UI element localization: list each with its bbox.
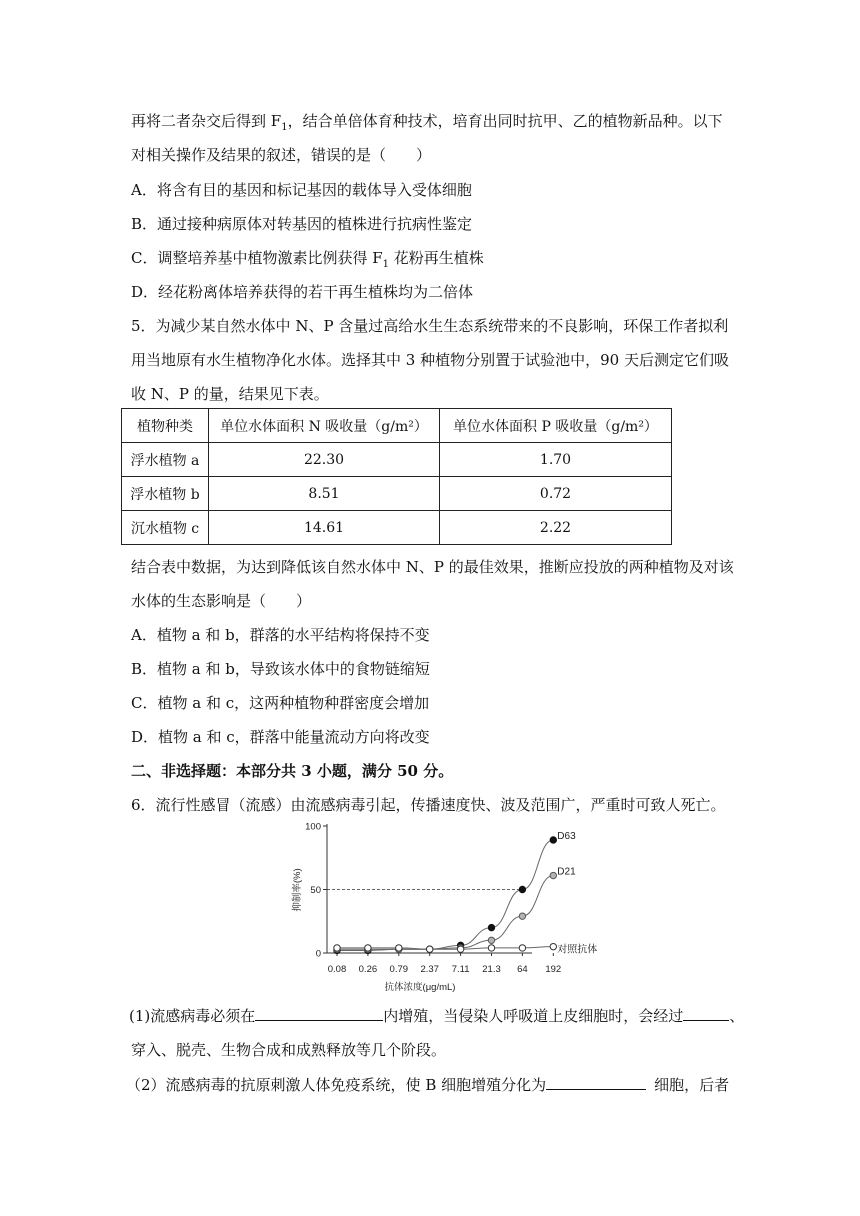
series-label: 对照抗体 bbox=[557, 944, 598, 956]
table-cell: 14.61 bbox=[209, 511, 440, 545]
answer-blank[interactable] bbox=[255, 1006, 383, 1021]
q4-stem-line2: 对相关操作及结果的叙述，错误的是（ ） bbox=[131, 146, 432, 164]
data-point bbox=[427, 946, 433, 952]
table-cell: 浮水植物 a bbox=[122, 443, 209, 477]
data-point bbox=[457, 946, 463, 952]
y-axis-label: 抑制率(%) bbox=[292, 868, 303, 912]
data-point bbox=[488, 945, 494, 951]
q6-intro: 6．流行性感冒（流感）由流感病毒引起，传播速度快、波及范围广，严重时可致人死亡。 bbox=[131, 796, 726, 814]
series-line bbox=[337, 840, 553, 950]
q6-part1-line1: (1)流感病毒必须在 内增殖，当侵染人呼吸道上皮细胞时，会经过 、 bbox=[129, 1007, 745, 1025]
x-tick-label: 0.79 bbox=[389, 964, 409, 975]
q4-option-d: D．经花粉离体培养获得的若干再生植株均为二倍体 bbox=[131, 283, 474, 301]
q5-after-line2: 水体的生态影响是（ ） bbox=[131, 592, 312, 610]
x-tick-label: 64 bbox=[517, 964, 528, 975]
x-tick-label: 192 bbox=[545, 964, 562, 975]
data-point bbox=[550, 872, 556, 878]
data-point bbox=[334, 945, 340, 951]
x-tick-label: 7.11 bbox=[451, 964, 470, 975]
data-point bbox=[550, 943, 556, 949]
q4-option-a: A．将含有目的基因和标记基因的载体导入受体细胞 bbox=[131, 181, 472, 199]
q6-part1-line2: 穿入、脱壳、生物合成和成熟释放等几个阶段。 bbox=[131, 1041, 447, 1059]
series-label: D21 bbox=[557, 866, 576, 878]
q5-option-b: B．植物 a 和 b，导致该水体中的食物链缩短 bbox=[131, 660, 430, 678]
table-cell: 浮水植物 b bbox=[122, 477, 209, 511]
table-cell: 8.51 bbox=[209, 477, 440, 511]
x-axis-label: 抗体浓度(μg/mL) bbox=[384, 982, 456, 993]
series-label: D63 bbox=[557, 830, 576, 842]
table-cell: 2.22 bbox=[440, 511, 672, 545]
answer-blank[interactable] bbox=[546, 1075, 646, 1090]
q5-stem-line1: 5．为减少某自然水体中 N、P 含量过高给水生生态系统带来的不良影响，环保工作者拟利 bbox=[131, 317, 729, 335]
table-cell: 0.72 bbox=[440, 477, 672, 511]
data-point bbox=[519, 886, 525, 892]
y-tick-label: 50 bbox=[310, 885, 321, 896]
data-point bbox=[519, 913, 525, 919]
q5-option-d: D．植物 a 和 c，群落中能量流动方向将改变 bbox=[131, 728, 430, 746]
section-heading: 二、非选择题：本部分共 3 小题，满分 50 分。 bbox=[131, 762, 454, 780]
x-tick-label: 0.26 bbox=[358, 964, 378, 975]
q5-option-c: C．植物 a 和 c，这两种植物种群密度会增加 bbox=[131, 694, 430, 712]
q4-option-c: C．调整培养基中植物激素比例获得 $F_1$ 花粉再生植株 bbox=[131, 249, 484, 270]
q4-option-b: B．通过接种病原体对转基因的植株进行抗病性鉴定 bbox=[131, 215, 473, 233]
table-cell: 沉水植物 c bbox=[122, 511, 209, 545]
table-header-cell: 单位水体面积 P 吸收量（g/m²） bbox=[440, 409, 672, 443]
data-point bbox=[550, 837, 556, 843]
q5-stem-line2: 用当地原有水生植物净化水体。选择其中 3 种植物分别置于试验池中，90 天后测定它们吸 bbox=[131, 351, 729, 369]
q5-stem-line3: 收 N、P 的量，结果见下表。 bbox=[131, 385, 329, 403]
q4-stem-line1: 再将二者杂交后得到 $F_1$，结合单倍体育种技术，培育出同时抗甲、乙的植物新品种。以下 bbox=[131, 112, 723, 133]
answer-blank[interactable] bbox=[683, 1006, 729, 1021]
x-tick-label: 2.37 bbox=[420, 964, 439, 975]
table-header-cell: 植物种类 bbox=[122, 409, 209, 443]
q6-part2-line1: （2）流感病毒的抗原刺激人体免疫系统，使 B 细胞增殖分化为 细胞，后者 bbox=[126, 1076, 730, 1094]
data-point bbox=[488, 937, 494, 943]
y-tick-label: 0 bbox=[315, 948, 321, 960]
data-point bbox=[519, 945, 525, 951]
table-header-cell: 单位水体面积 N 吸收量（g/m²） bbox=[209, 409, 440, 443]
x-tick-label: 0.08 bbox=[327, 964, 347, 975]
x-tick-label: 21.3 bbox=[482, 964, 501, 975]
table-cell: 1.70 bbox=[440, 443, 672, 477]
data-point bbox=[396, 945, 402, 951]
data-point bbox=[488, 924, 494, 930]
table-cell: 22.30 bbox=[209, 443, 440, 477]
q5-option-a: A．植物 a 和 b，群落的水平结构将保持不变 bbox=[131, 626, 430, 644]
data-point bbox=[365, 945, 371, 951]
q5-after-line1: 结合表中数据，为达到降低该自然水体中 N、P 的最佳效果，推断应投放的两种植物及对该 bbox=[131, 558, 734, 576]
y-tick-label: 100 bbox=[305, 821, 321, 833]
